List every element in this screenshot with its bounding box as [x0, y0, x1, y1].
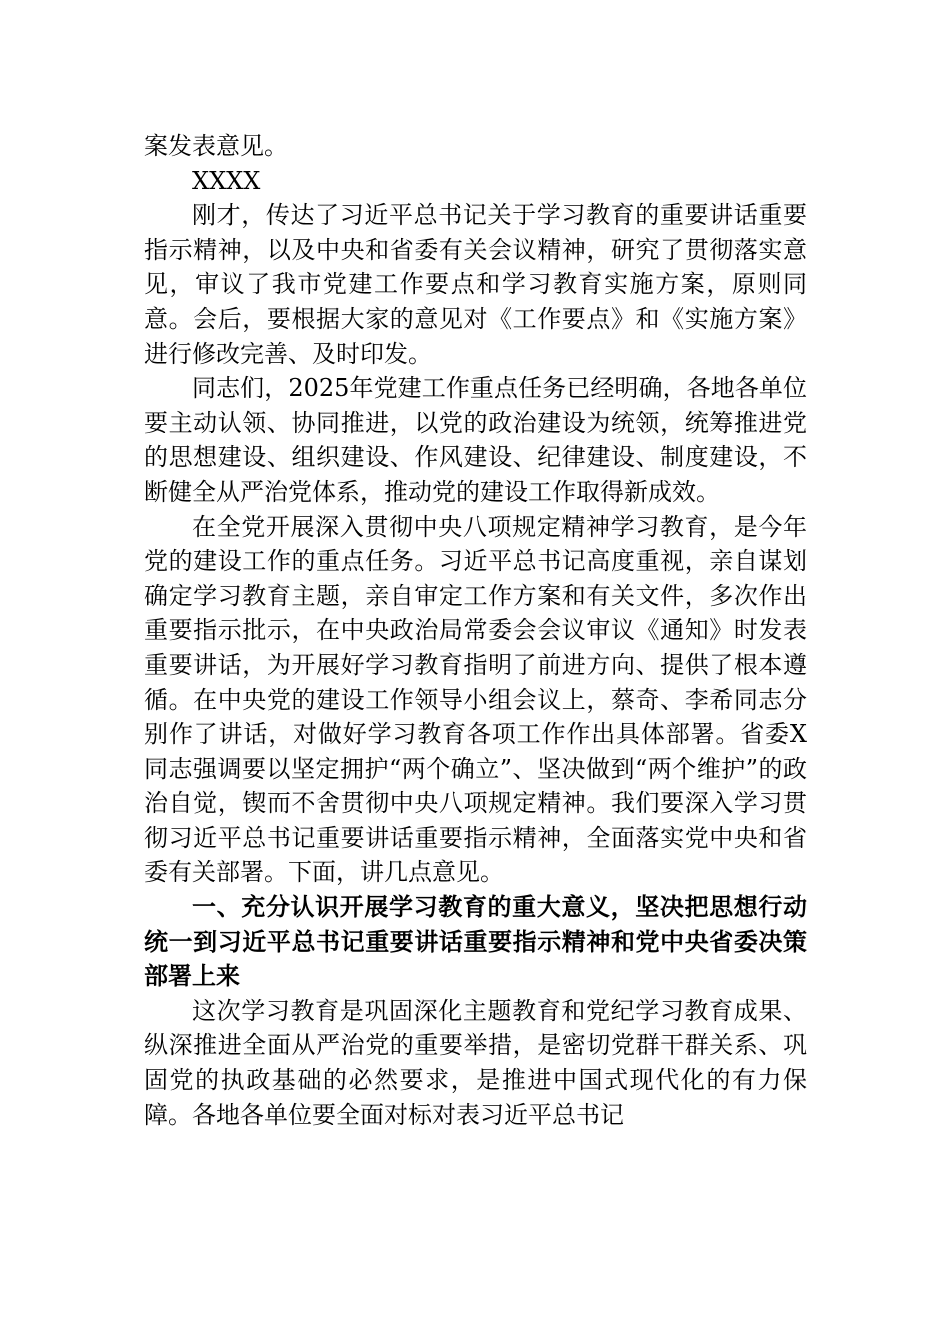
paragraph-summary: 刚才，传达了习近平总书记关于学习教育的重要讲话重要指示精神，以及中央和省委有关会议精神，研究了贯彻落实意见，审议了我市党建工作要点和学习教育实施方案，原则同意。会后，要根据大家的意见对《工作要点》和《实施方案》进行修改完善、及时印发。	[144, 201, 807, 368]
section-placeholder: XXXX	[192, 166, 261, 195]
paragraph-significance: 这次学习教育是巩固深化主题教育和党纪学习教育成果、纵深推进全面从严治党的重要举措，是密切党群干群关系、巩固党的执政基础的必然要求，是推进中国式现代化的有力保障。各地各单位要全面对标对表习近平总书记	[144, 996, 807, 1129]
paragraph-tasks: 同志们，2025年党建工作重点任务已经明确，各地各单位要主动认领、协同推进，以党的政治建设为统领，统筹推进党的思想建设、组织建设、作风建设、纪律建设、制度建设，不断健全从严治党体系，推动党的建设工作取得新成效。	[144, 374, 807, 506]
paragraph-continuation: 案发表意见。	[144, 132, 288, 160]
document-body	[144, 129, 807, 1132]
section-heading-1: 一、充分认识开展学习教育的重大意义，坚决把思想行动统一到习近平总书记重要讲话重要指示精神和党中央省委决策部署上来	[144, 892, 807, 991]
paragraph-education: 在全党开展深入贯彻中央八项规定精神学习教育，是今年党的建设工作的重点任务。习近平总书记高度重视，亲自谋划确定学习教育主题，亲自审定工作方案和有关文件，多次作出重要指示批示，在中央政治局常委会会议审议《通知》时发表重要讲话，为开展好学习教育指明了前进方向、提供了根本遵循。在中央党的建设工作领导小组会议上，蔡奇、李希同志分别作了讲话，对做好学习教育各项工作作出具体部署。省委X同志强调要以坚定拥护“两个确立”、坚决做到“两个维护”的政治自觉，锲而不舍贯彻中央八项规定精神。我们要深入学习贯彻习近平总书记重要讲话重要指示精神，全面落实党中央和省委有关部署。下面，讲几点意见。	[144, 512, 807, 887]
